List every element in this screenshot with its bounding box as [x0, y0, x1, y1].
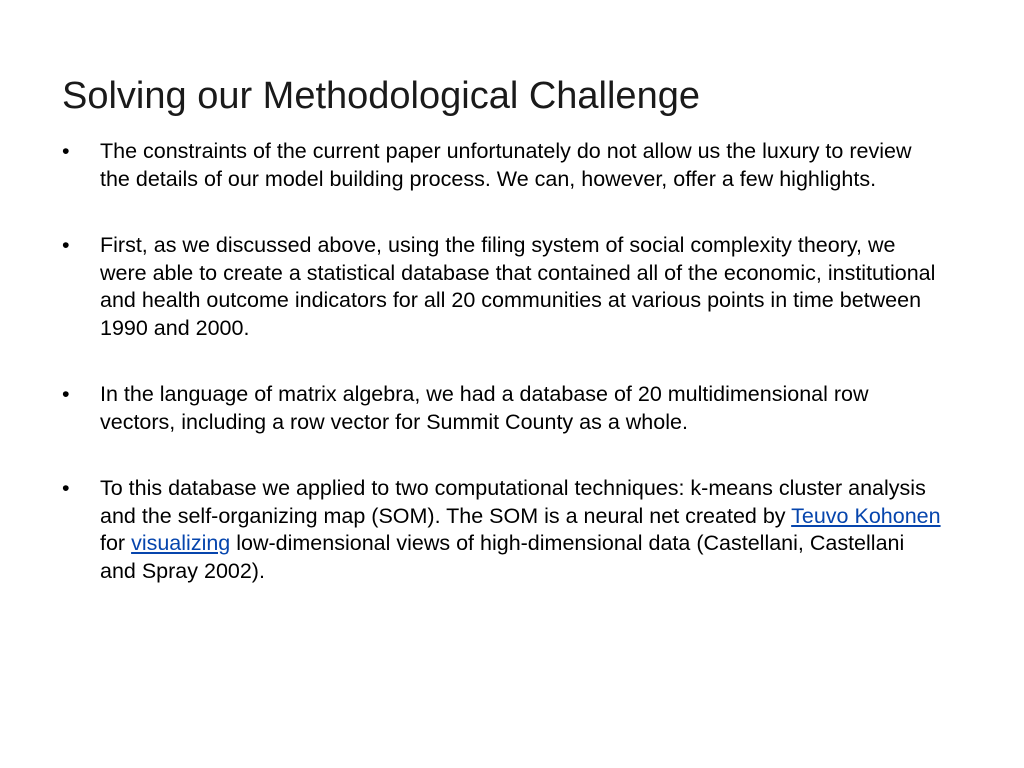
bullet-text [100, 476, 941, 583]
bullet-item-1 [62, 138, 942, 193]
bullet-text-segment: To this database we applied to two computational techniques: k-means cluster analysis and the self-organizing map (SOM). The SOM is a neural net created by [100, 476, 926, 528]
bullet-item-4 [62, 475, 942, 585]
bullet-dot-icon: • [62, 476, 70, 500]
teuvo-kohonen-link[interactable]: Teuvo Kohonen [791, 503, 941, 528]
bullet-dot-icon: • [62, 382, 70, 406]
bullet-dot-icon: • [62, 139, 70, 163]
bullet-list [62, 138, 942, 624]
slide-title: Solving our Methodological Challenge [62, 75, 700, 117]
bullet-text-segment: for [100, 531, 132, 555]
bullet-dot-icon: • [62, 233, 70, 257]
visualizing-link[interactable]: visualizing [131, 531, 231, 555]
bullet-text-segment: low-dimensional views of high-dimensional data (Castellani, Castellani and Spray 2002). [100, 531, 905, 583]
bullet-item-2 [62, 232, 942, 342]
bullet-text: The constraints of the current paper unfortunately do not allow us the luxury to review the details of our model building process. We can, however, offer a few highlights. [100, 139, 912, 191]
bullet-text: In the language of matrix algebra, we had a database of 20 multidimensional row vectors, including a row vector for Summit County as a whole. [100, 382, 869, 434]
bullet-text: First, as we discussed above, using the filing system of social complexity theory, we were able to create a statistical database that contained all of the economic, institutional and health outcome indicators for all 20 communities at various points in time between 1990 and 2000. [100, 233, 936, 340]
bullet-item-3 [62, 381, 942, 436]
